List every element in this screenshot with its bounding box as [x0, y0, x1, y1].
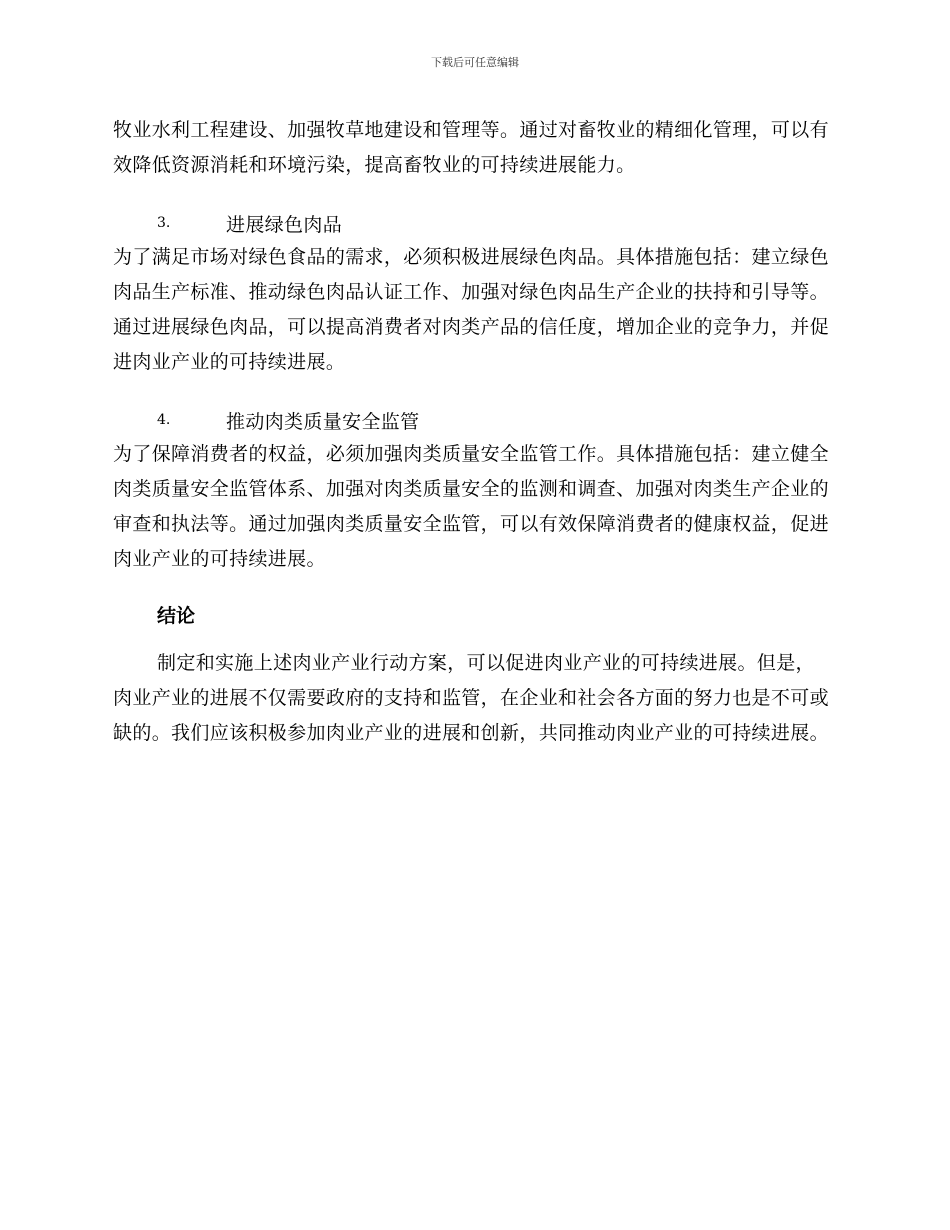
- list-item-number: 4.: [157, 412, 171, 428]
- document-body: [113, 113, 833, 751]
- list-item-number: 3.: [157, 215, 171, 231]
- list-item-title: 进展绿色肉品: [226, 213, 343, 236]
- conclusion-heading: 结论: [157, 605, 196, 627]
- list-item-body: 为了保障消费者的权益，必须加强肉类质量安全监管工作。具体措施包括：建立健全肉类质量安全监管体系、加强对肉类质量安全的监测和调查、加强对肉类生产企业的审查和执法等。通过加强肉类质量安全监管，可以有效保障消费者的健康权益，促进肉业产业的可持续进展。: [113, 443, 829, 570]
- intro-paragraph: 牧业水利工程建设、加强牧草地建设和管理等。通过对畜牧业的精细化管理，可以有效降低资源消耗和环境污染，提高畜牧业的可持续进展能力。: [113, 119, 829, 176]
- list-item-heading-3: [113, 206, 833, 240]
- list-item-title: 推动肉类质量安全监管: [226, 410, 420, 433]
- list-item-heading-4: [113, 403, 833, 437]
- page-header-note: 下载后可任意编辑: [431, 56, 519, 69]
- list-item-body: 为了满足市场对绿色食品的需求，必须积极进展绿色肉品。具体措施包括：建立绿色肉品生产标准、推动绿色肉品认证工作、加强对绿色肉品生产企业的扶持和引导等。通过进展绿色肉品，可以提高消费者对肉类产品的信任度，增加企业的竞争力，并促进肉业产业的可持续进展。: [113, 246, 829, 373]
- conclusion-paragraph: 制定和实施上述肉业产业行动方案，可以促进肉业产业的可持续进展。但是，肉业产业的进展不仅需要政府的支持和监管，在企业和社会各方面的努力也是不可或缺的。我们应该积极参加肉业产业的进展和创新，共同推动肉业产业的可持续进展。: [113, 652, 829, 744]
